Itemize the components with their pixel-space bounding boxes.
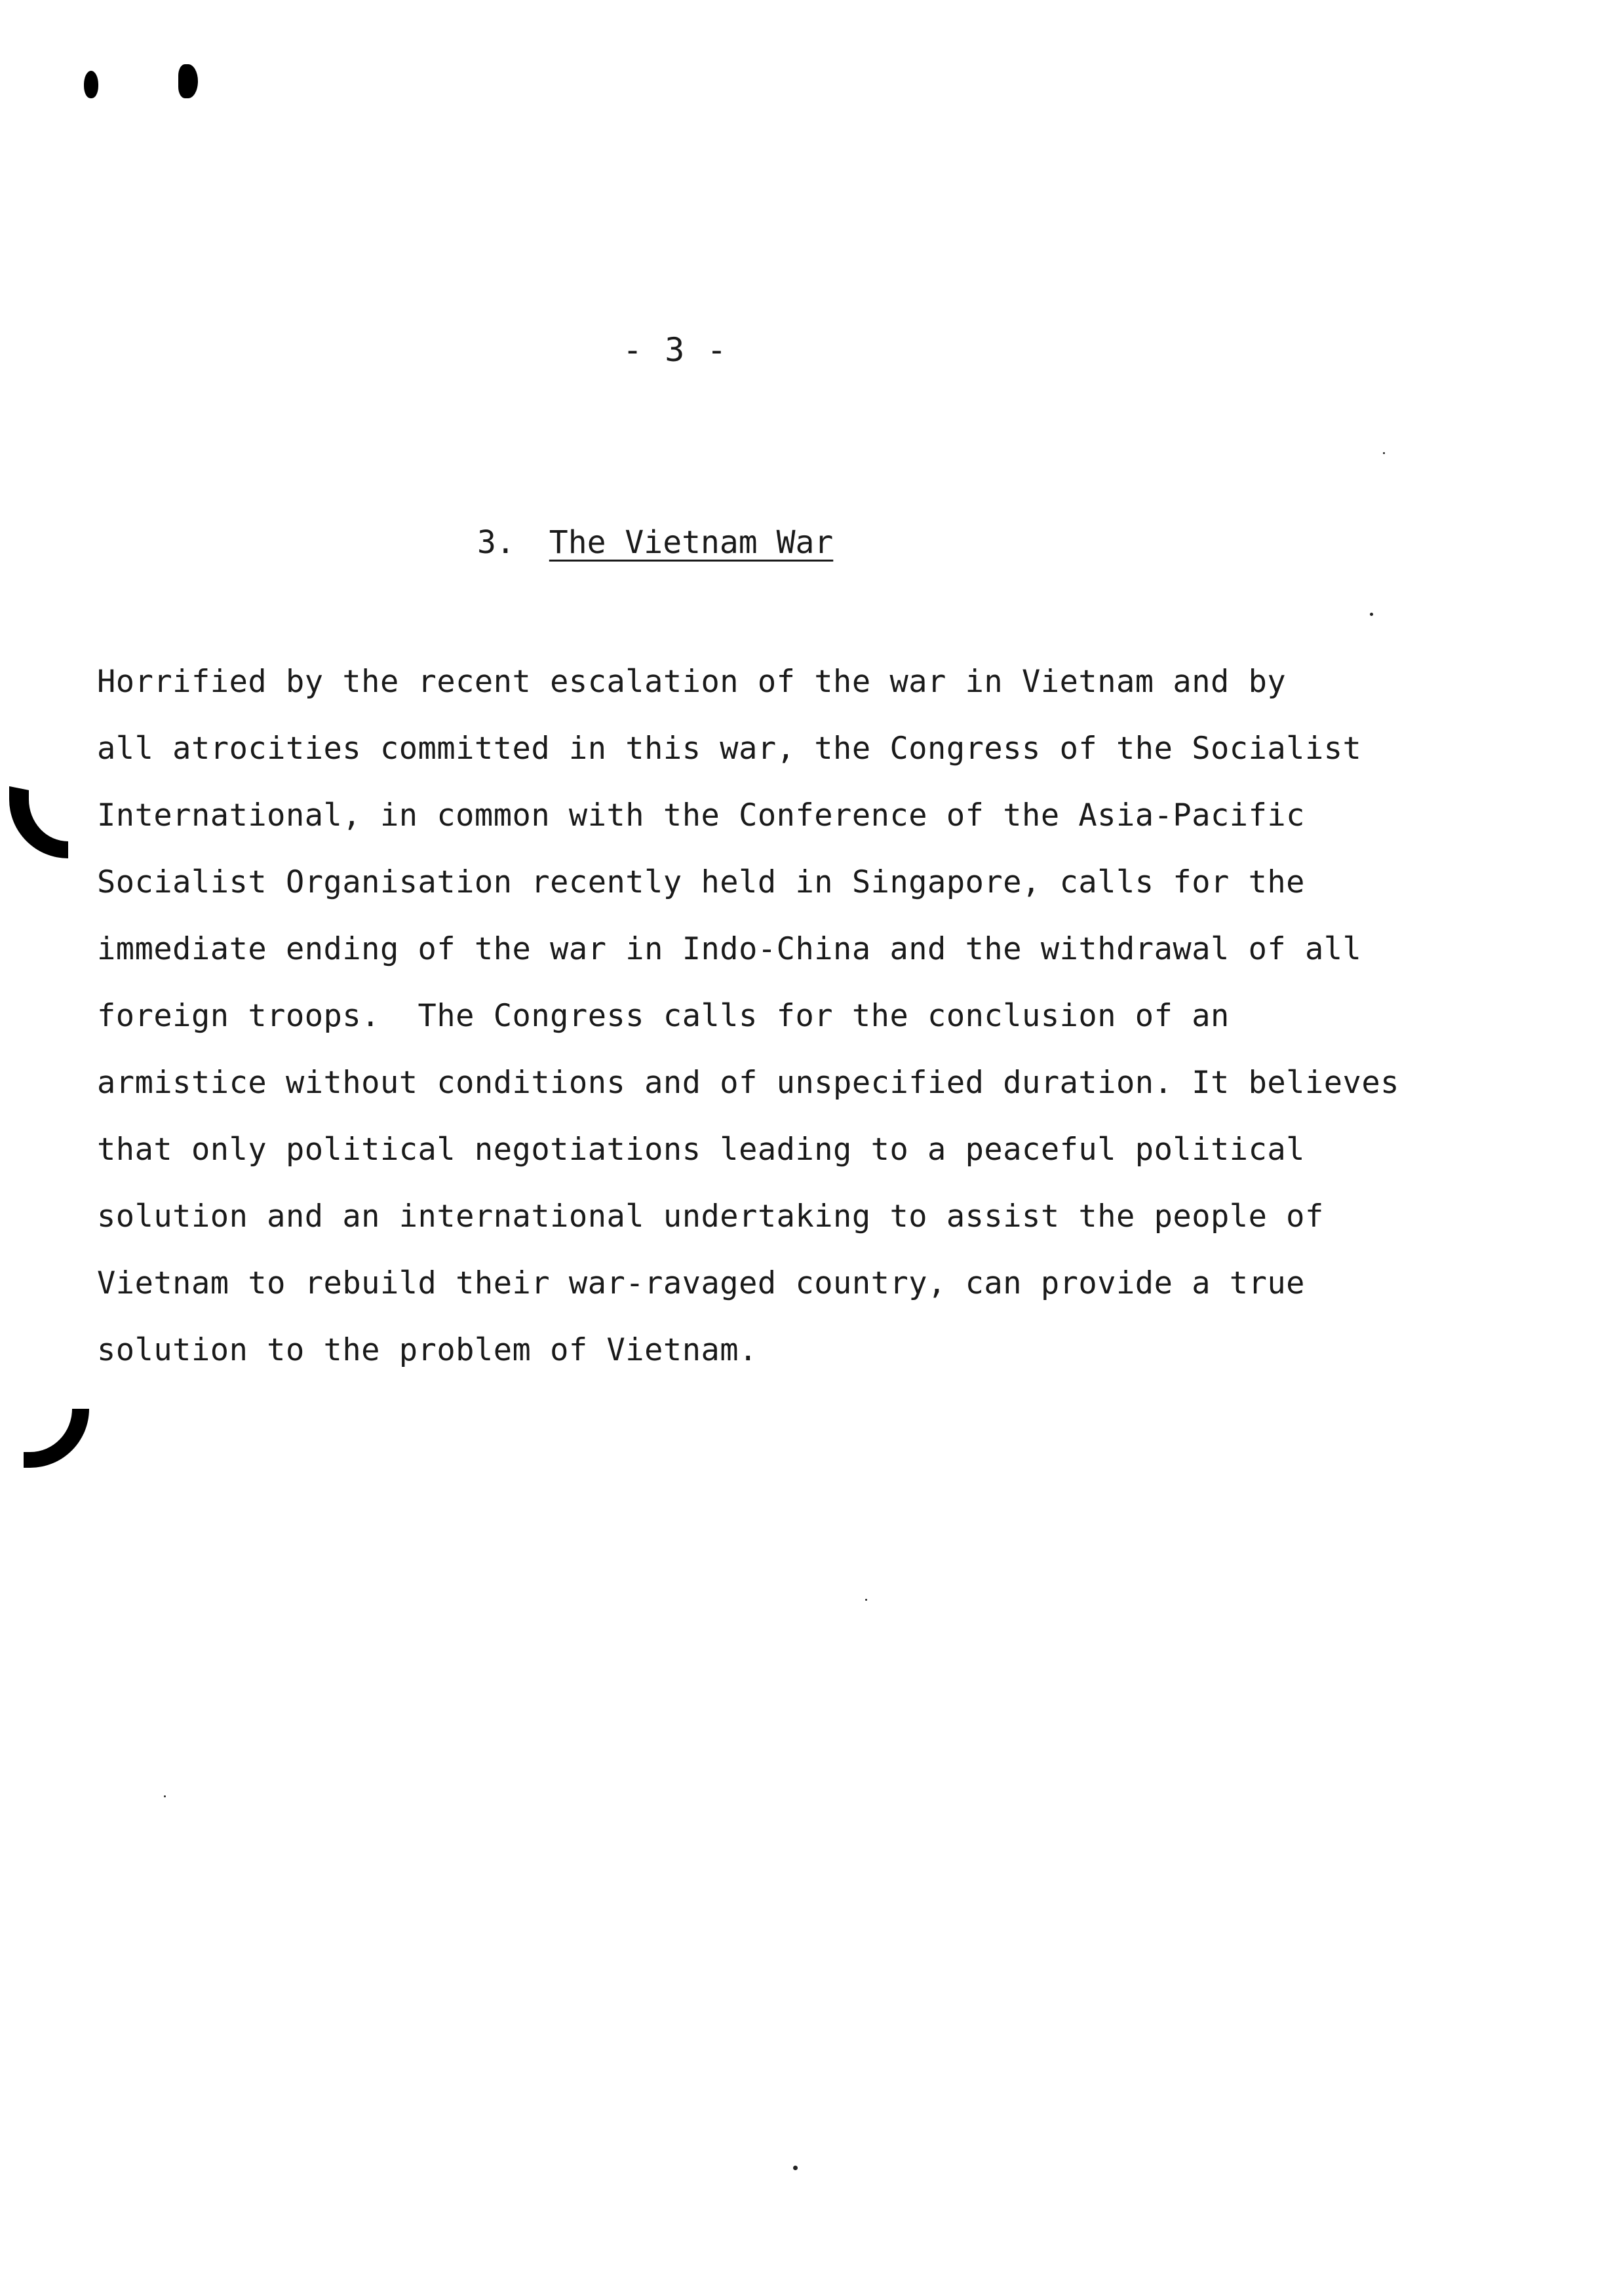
paragraph-line: that only political negotiations leading to a peaceful political — [97, 1132, 1305, 1168]
paragraph-line: armistice without conditions and of unspecified duration. It believes — [97, 1065, 1399, 1101]
paragraph-line: immediate ending of the war in Indo-China and the withdrawal of all — [97, 931, 1362, 967]
punch-hole-mark — [84, 71, 98, 98]
margin-bracket-mark — [24, 1409, 89, 1468]
scan-speck — [1370, 613, 1373, 616]
scan-speck — [1383, 452, 1385, 454]
paragraph-line: Horrified by the recent escalation of the war in Vietnam and by — [97, 664, 1287, 700]
section-heading — [477, 524, 833, 561]
paragraph-line: all atrocities committed in this war, the Congress of the Socialist — [97, 731, 1362, 767]
scan-speck — [865, 1599, 867, 1601]
paragraph-line: Socialist Organisation recently held in Singapore, calls for the — [97, 864, 1305, 900]
paragraph-line: solution to the problem of Vietnam. — [97, 1332, 758, 1368]
page-number: - 3 - — [623, 331, 728, 369]
margin-bracket-mark — [9, 786, 68, 858]
paragraph-line: foreign troops. The Congress calls for the conclusion of an — [97, 998, 1230, 1034]
body-paragraph — [97, 649, 1473, 1384]
paragraph-line: Vietnam to rebuild their war-ravaged country, can provide a true — [97, 1265, 1305, 1301]
paragraph-line: International, in common with the Conference of the Asia-Pacific — [97, 797, 1305, 833]
scan-speck — [164, 1795, 166, 1797]
punch-hole-mark — [178, 64, 198, 98]
paragraph-line: solution and an international undertaking to assist the people of — [97, 1198, 1324, 1234]
section-number: 3. — [477, 524, 515, 561]
section-title: The Vietnam War — [549, 524, 834, 561]
scan-speck — [793, 2166, 798, 2170]
